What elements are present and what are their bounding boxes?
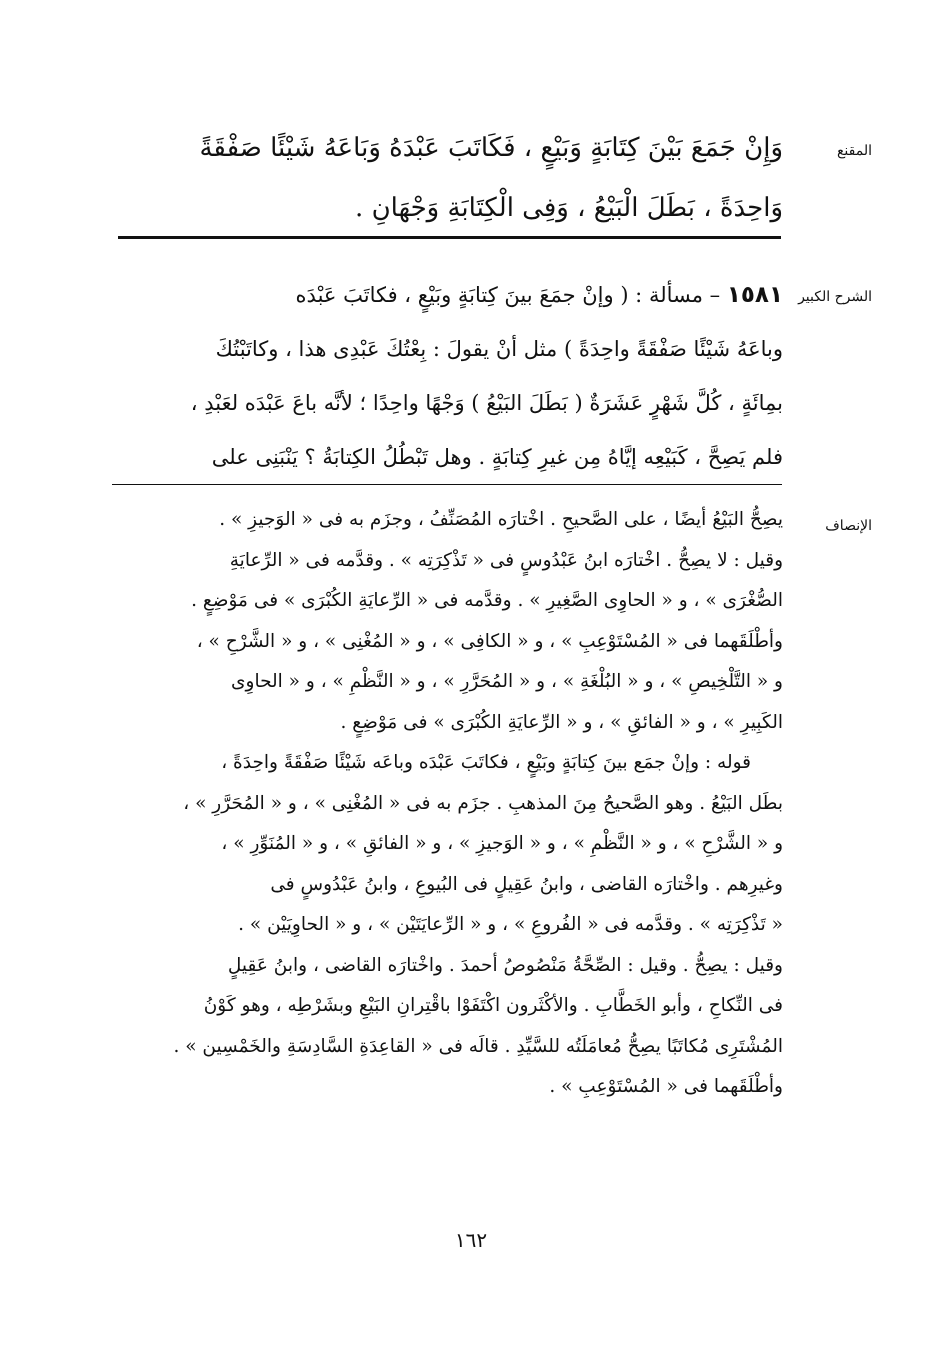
sharh-text-block <box>100 268 783 484</box>
muqni-text-block <box>100 118 783 238</box>
insaf-line: الصُّغْرَى » ، و « الحاوِى الصَّغِيرِ » . وقدَّمه فى « الرِّعايَةِ الكُبْرَى » فى مَوْضِعٍ . <box>191 590 783 611</box>
sharh-first-line-text: – مسألة : ( وإنْ جمَعَ بينَ كِتابَةٍ وبَيْعٍ ، فكاتَبَ عَبْدَه <box>295 283 721 307</box>
section-label-insaf: الإنصاف <box>825 518 872 534</box>
section-label-muqni: المقنع <box>836 143 872 159</box>
insaf-text-block <box>100 500 783 1108</box>
insaf-line: و « الشَّرْحِ » ، و « النَّظْمِ » ، و « الوَجيزِ » ، و « الفائقِ » ، و « المُنَوِّرِ » ، <box>221 833 783 854</box>
insaf-line: المُشْتَرِى مُكاتَبًا يصِحُّ مُعامَلَتُه للسَّيِّدِ . قالَه فى « القاعِدَةِ السَّادِسَةِ والخَمْسِين » . <box>173 1035 783 1057</box>
insaf-line: « تَذْكِرَتِه » . وقدَّمه فى « الفُروعِ » ، و « الرِّعايَتَيْن » ، و « الحاوِيَيْن » . <box>238 914 783 935</box>
insaf-line: و « التَّلْخِيصِ » ، و « البُلْغَةِ » ، و « المُحَرَّرِ » ، و « النَّظْمِ » ، و « الحاوِى <box>231 671 783 692</box>
insaf-line: بطَل البَيْعُ . وهو الصَّحيحُ مِنَ المذهبِ . جزَم به فى « المُغْنِى » ، و « المُحَرَّرِ » ، <box>183 792 783 814</box>
section-divider-thick <box>118 236 781 239</box>
muqni-line: وَاحِدَةً ، بَطَلَ الْبَيْعُ ، وَفِى الْكِتَابَةِ وَجْهَانِ . <box>355 193 783 223</box>
insaf-line: وأطْلَقَهما فى « المُسْتَوْعِبِ » . <box>549 1076 783 1097</box>
page-number: ١٦٢ <box>454 1228 488 1252</box>
issue-number: ١٥٨١ <box>726 282 783 308</box>
insaf-line: وأطْلَقَهما فى « المُسْتَوْعِبِ » ، و « الكافِى » ، و « المُغْنِى » ، و « الشَّرْحِ » ، <box>196 630 783 652</box>
sharh-line-first <box>100 268 783 322</box>
insaf-line: فى النِّكاحِ ، وأبو الخَطَّابِ . والأكْثَرون اكْتَفَوْا باقْتِرانِ البَيْعِ وبشَرْطِه ، وهو كَوْنُ <box>203 995 783 1016</box>
insaf-line: وقيل : يصِحُّ . وقيل : الصِّحَّةُ مَنْصُوصُ أحمدَ . واخْتارَه القاضى ، وابنُ عَقِيلٍ <box>227 954 783 976</box>
muqni-line: وَإِنْ جَمَعَ بَيْنَ كِتَابَةٍ وَبَيْعٍ ، فَكَاتَبَ عَبْدَهُ وَبَاعَهُ شَيْئًا صَفْقَةً <box>199 133 783 163</box>
insaf-paragraph-start: قوله : وإنْ جمَع بينَ كِتابَةٍ وبَيْعٍ ، فكاتَبَ عَبْدَه وباعَه شَيْئًا صَفْقَةً واحِدَةً ، <box>221 752 751 773</box>
section-divider-thin <box>112 484 782 485</box>
insaf-line: يصِحُّ البَيْعُ أيضًا ، على الصَّحيحِ . اخْتارَه المُصَنِّفُ ، وجزَم به فى « الوَجيزِ » . <box>219 509 783 530</box>
insaf-line: وغيرِهم . واخْتارَه القاضى ، وابنُ عَقِيلٍ فى البُيوعِ ، وابنُ عَبْدُوسٍ فى <box>270 873 783 895</box>
sharh-line: بمِائَةٍ ، كُلَّ شَهْرٍ عَشَرَةٌ ( بَطَلَ البَيْعُ ) وَجْهًا واحِدًا ؛ لأنَّه باعَ عَبْدَه لعَبْدِ ، <box>190 391 783 415</box>
sharh-line: وباعَهُ شَيْئًا صَفْقَةً واحِدَةً ) مثل أنْ يقولَ : بِعْتُكَ عَبْدِى هذا ، وكاتَبْتُكَ <box>215 337 783 361</box>
insaf-line: وقيل : لا يصِحُّ . اخْتارَه ابنُ عَبْدُوسٍ فى « تَذْكِرَتِه » . وقدَّمه فى « الرِّعايَةِ <box>229 549 783 571</box>
insaf-line: الكَبِيرِ » ، و « الفائقِ » ، و « الرِّعايَةِ الكُبْرَى » فى مَوْضِعٍ . <box>340 711 783 733</box>
sharh-line: فلم يَصِحَّ ، كَبَيْعِه إيَّاهُ مِن غيرِ كِتابَةٍ . وهل تَبْطُلُ الكِتابَةُ ؟ يَنْبَنِى على <box>211 445 783 469</box>
section-label-sharh: الشرح الكبير <box>798 289 872 305</box>
